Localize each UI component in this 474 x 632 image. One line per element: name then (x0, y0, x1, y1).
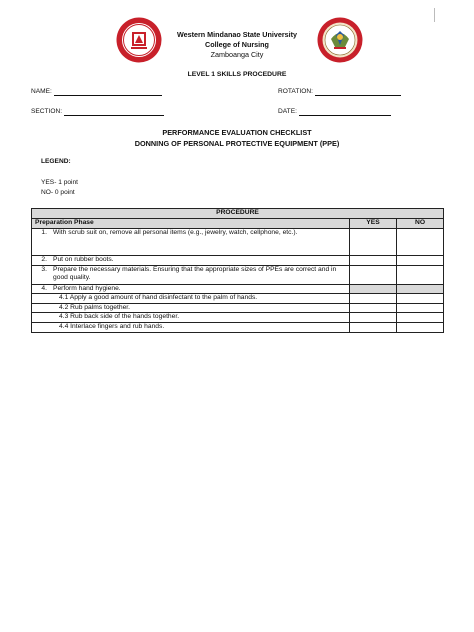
step-number: 4. (32, 284, 51, 294)
college-name: College of Nursing (205, 40, 269, 49)
no-check-cell[interactable] (397, 294, 444, 304)
university-name: Western Mindanao State University (176, 30, 298, 39)
name-label: NAME: (31, 88, 52, 95)
city-name: Zamboanga City (210, 50, 264, 59)
table-row (32, 255, 444, 265)
no-check-cell[interactable] (397, 303, 444, 313)
level-heading: LEVEL 1 SKILLS PROCEDURE (187, 71, 287, 78)
no-check-cell[interactable] (397, 228, 444, 255)
rotation-label: ROTATION: (278, 88, 313, 95)
yes-check-cell[interactable] (350, 228, 397, 255)
substep-text: 4.3 Rub back side of the hands together. (32, 313, 350, 323)
section-input-line[interactable] (64, 107, 164, 116)
substep-text: 4.4 Interlace fingers and rub hands. (32, 322, 350, 332)
table-row (32, 228, 444, 255)
checklist-title: PERFORMANCE EVALUATION CHECKLIST (162, 128, 312, 137)
yes-check-cell[interactable] (350, 313, 397, 323)
yes-check-cell[interactable] (350, 303, 397, 313)
name-input-line[interactable] (54, 87, 162, 96)
date-input-line[interactable] (299, 107, 391, 116)
yes-check-cell[interactable] (350, 322, 397, 332)
no-check-cell[interactable] (397, 313, 444, 323)
rotation-input-line[interactable] (315, 87, 401, 96)
substep-text: 4.2 Rub palms together. (32, 303, 350, 313)
yes-column-header: YES (350, 219, 397, 229)
yes-check-cell[interactable] (350, 255, 397, 265)
step-text: Prepare the necessary materials. Ensuring that the appropriate sizes of PPEs are correct and in good quality. (50, 265, 350, 284)
step-text: Put on rubber boots. (50, 255, 350, 265)
legend-heading: LEGEND: (41, 158, 71, 165)
legend-yes: YES- 1 point (41, 179, 79, 186)
rotation-field[interactable] (278, 87, 401, 96)
table-row (32, 284, 444, 294)
table-row (32, 294, 444, 304)
yes-check-cell[interactable] (350, 265, 397, 284)
step-number: 2. (32, 255, 51, 265)
no-check-cell[interactable] (397, 265, 444, 284)
step-text: Perform hand hygiene. (50, 284, 350, 294)
step-text: With scrub suit on, remove all personal items (e.g., jewelry, watch, cellphone, etc.). (50, 228, 350, 255)
no-check-cell[interactable] (397, 255, 444, 265)
date-field[interactable] (278, 107, 391, 116)
yes-check-cell-disabled (350, 284, 397, 294)
substep-text: 4.1 Apply a good amount of hand disinfectant to the palm of hands. (32, 294, 350, 304)
step-number: 3. (32, 265, 51, 284)
no-check-cell-disabled (397, 284, 444, 294)
table-row (32, 265, 444, 284)
yes-check-cell[interactable] (350, 294, 397, 304)
checklist-subtitle: DONNING OF PERSONAL PROTECTIVE EQUIPMENT (PPE) (134, 139, 340, 148)
preparation-phase-label: Preparation Phase (32, 219, 350, 229)
date-label: DATE: (278, 108, 297, 115)
procedure-table (31, 208, 444, 333)
no-check-cell[interactable] (397, 322, 444, 332)
no-column-header: NO (397, 219, 444, 229)
procedure-heading: PROCEDURE (32, 209, 444, 219)
legend-no: NO- 0 point (41, 189, 75, 196)
name-field[interactable] (31, 87, 162, 96)
step-number: 1. (32, 228, 51, 255)
scrollbar[interactable] (434, 8, 435, 22)
table-header-row (32, 219, 444, 229)
table-row (32, 313, 444, 323)
table-row (32, 303, 444, 313)
table-row (32, 322, 444, 332)
section-field[interactable] (31, 107, 164, 116)
section-label: SECTION: (31, 108, 63, 115)
